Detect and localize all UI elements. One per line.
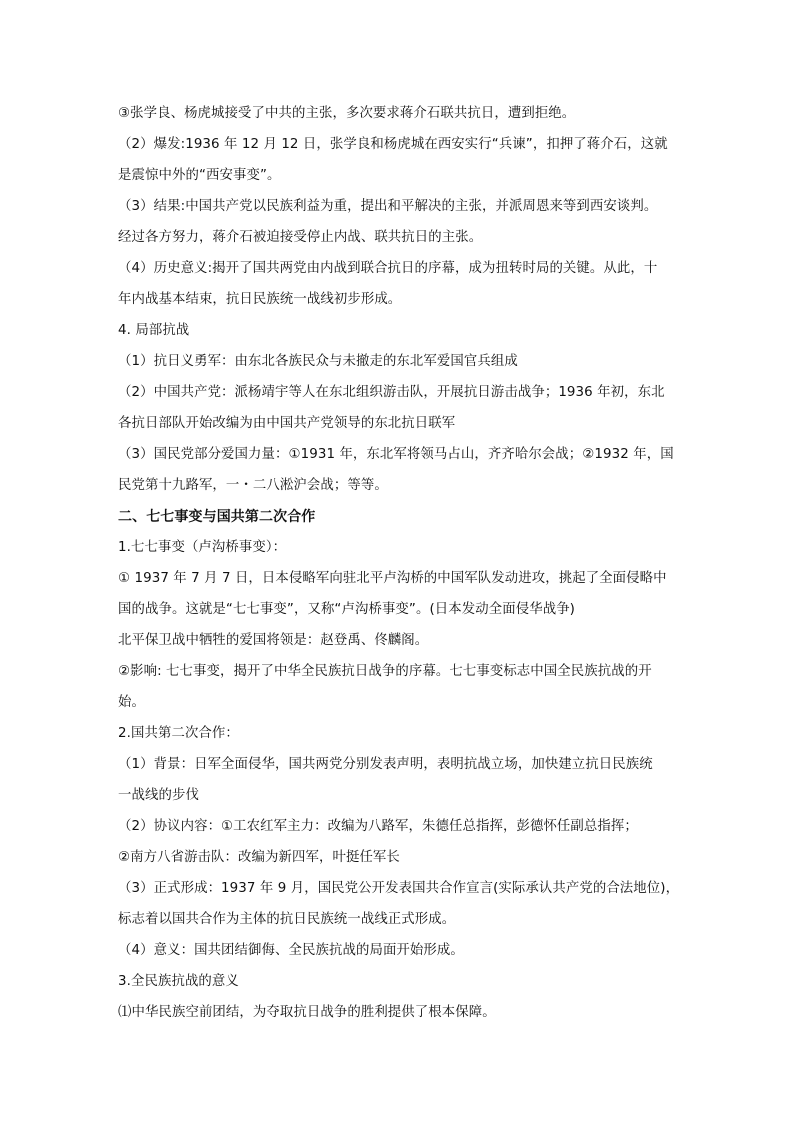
text-line: （2）协议内容：①工农红军主力：改编为八路军，朱德任总指挥，彭德怀任副总指挥； [118, 819, 638, 834]
text-line: 标志着以国共合作为主体的抗日民族统一战线正式形成。 [118, 912, 456, 927]
text-line: ③张学良、杨虎城接受了中共的主张，多次要求蒋介石联共抗日，遭到拒绝。 [118, 106, 576, 121]
text-line: 各抗日部队开始改编为由中国共产党领导的东北抗日联军 [118, 416, 456, 431]
section-subheading: 2.国共第二次合作： [118, 726, 239, 741]
text-line: （2）中国共产党：派杨靖宇等人在东北组织游击队，开展抗日游击战争；1936 年初，东北 [118, 385, 665, 400]
text-line: （4）意义：国共团结御侮、全民族抗战的局面开始形成。 [118, 943, 464, 958]
text-line: ②影响: 七七事变，揭开了中华全民族抗日战争的序幕。七七事变标志中国全民族抗战的开 [118, 664, 652, 679]
text-line: （4）历史意义:揭开了国共两党由内战到联合抗日的序幕，成为扭转时局的关键。从此，十 [118, 261, 658, 276]
text-line: 北平保卫战中牺牲的爱国将领是：赵登禹、佟麟阁。 [118, 633, 429, 648]
section-subheading: 1.七七事变（卢沟桥事变）： [118, 540, 287, 555]
text-line: 国的战争。这就是“七七事变”，又称“卢沟桥事变”。(日本发动全面侵华战争) [118, 602, 576, 617]
text-line: 始。 [118, 695, 145, 710]
text-line: （1）背景：日军全面侵华，国共两党分别发表声明，表明抗战立场，加快建立抗日民族统 [118, 757, 653, 772]
text-line: 是震惊中外的“西安事变”。 [118, 168, 281, 183]
text-line: 一战线的步伐 [118, 788, 199, 803]
text-line: （3）国民党部分爱国力量：①1931 年，东北军将领马占山，齐齐哈尔会战；②1932 年，国 [118, 447, 674, 462]
section-subheading: 4. 局部抗战 [118, 323, 190, 338]
section-heading: 二、七七事变与国共第二次合作 [118, 509, 316, 525]
text-line: 年内战基本结束，抗日民族统一战线初步形成。 [118, 292, 402, 307]
text-line: ① 1937 年 7 月 7 日，日本侵略军向驻北平卢沟桥的中国军队发动进攻，挑起了全面侵略中 [118, 571, 667, 586]
text-line: 经过各方努力，蒋介石被迫接受停止内战、联共抗日的主张。 [118, 230, 483, 245]
text-line: （3）正式形成：1937 年 9 月，国民党公开发表国共合作宣言(实际承认共产党的合法地位)， [118, 881, 680, 896]
text-line: （3）结果:中国共产党以民族利益为重，提出和平解决的主张，并派周恩来等到西安谈判。 [118, 199, 658, 214]
text-line: ⑴中华民族空前团结，为夺取抗日战争的胜利提供了根本保障。 [118, 1005, 496, 1020]
section-subheading: 3.全民族抗战的意义 [118, 974, 239, 989]
text-line: ②南方八省游击队：改编为新四军，叶挺任军长 [118, 850, 400, 865]
text-line: （1）抗日义勇军：由东北各族民众与未撤走的东北军爱国官兵组成 [118, 354, 518, 369]
text-line: 民党第十九路军，一・二八淞沪会战；等等。 [118, 478, 388, 493]
text-line: （2）爆发:1936 年 12 月 12 日，张学良和杨虎城在西安实行“兵谏”，扣押了蒋介石，这就 [118, 137, 668, 152]
